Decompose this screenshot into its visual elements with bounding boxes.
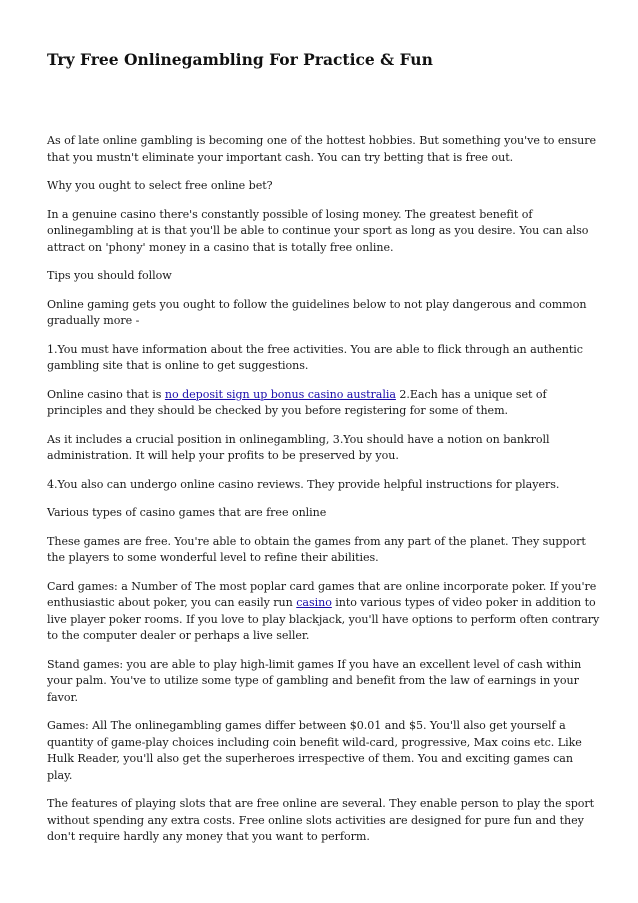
paragraph: 4.You also can undergo online casino reviews. They provide helpful instructions for players. — [47, 477, 560, 491]
paragraph-text: 2.Each has a unique set of principles and they should be checked by you before registering for some of them. — [47, 387, 547, 417]
paragraph-text: Online casino that is — [47, 387, 165, 401]
paragraph: Games: All The onlinegambling games differ between $0.01 and $5. You'll also get yourself a quantity of game-play choices including coin benefit wild-card, progressive, Max coins etc. Like Hulk Reader, you'll also get the superheroes irrespective of them. You and exciting games can play. — [47, 719, 582, 782]
paragraph: Stand games: you are able to play high-limit games If you have an excellent level of cash within your palm. You've to utilize some type of gambling and benefit from the law of earnings in your favor. — [47, 657, 582, 704]
page-title: Try Free Onlinegambling For Practice & Fun — [47, 50, 433, 69]
paragraph: The features of playing slots that are free online are several. They enable person to play the sport without spending any extra costs. Free online slots activities are designed for pure fun and they don't require hardly any money that you want to perform. — [47, 797, 595, 843]
paragraph: Tips you should follow — [47, 269, 172, 282]
paragraph-with-link — [47, 387, 600, 420]
article-body — [47, 133, 600, 858]
paragraph: As it includes a crucial position in onlinegambling, 3.You should have a notion on bankroll administration. It will help your profits to be preserved by you. — [47, 432, 550, 462]
paragraph-text: Card games: a Number of The most poplar card games that are online incorporate poker. If you're enthusiastic about poker, you can easily run — [47, 579, 597, 609]
paragraph: 1.You must have information about the free activities. You are able to flick through an authentic gambling site that is online to get suggestions. — [47, 342, 583, 372]
casino-bonus-link[interactable]: no deposit sign up bonus casino australia — [164, 387, 396, 401]
casino-link[interactable]: casino — [296, 596, 332, 609]
paragraph: These games are free. You're able to obtain the games from any part of the planet. They support the players to some wonderful level to refine their abilities. — [47, 534, 586, 564]
paragraph-text: into various types of video poker in addition to live player poker rooms. If you love to play blackjack, you'll have options to perform often contrary to the computer dealer or perhaps a live seller. — [47, 596, 600, 642]
paragraph: Online gaming gets you ought to follow the guidelines below to not play dangerous and common gradually more - — [47, 297, 587, 327]
paragraph-with-link — [47, 579, 600, 645]
paragraph: In a genuine casino there's constantly possible of losing money. The greatest benefit of onlinegambling at is that you'll be able to continue your sport as long as you desire. You can also attract on 'phony' money in a casino that is totally free online. — [47, 207, 589, 254]
paragraph: Various types of casino games that are free online — [47, 506, 327, 519]
paragraph: Why you ought to select free online bet? — [47, 179, 273, 192]
paragraph: As of late online gambling is becoming one of the hottest hobbies. But something you've to ensure that you mustn't eliminate your important cash. You can try betting that is free out. — [47, 134, 596, 164]
